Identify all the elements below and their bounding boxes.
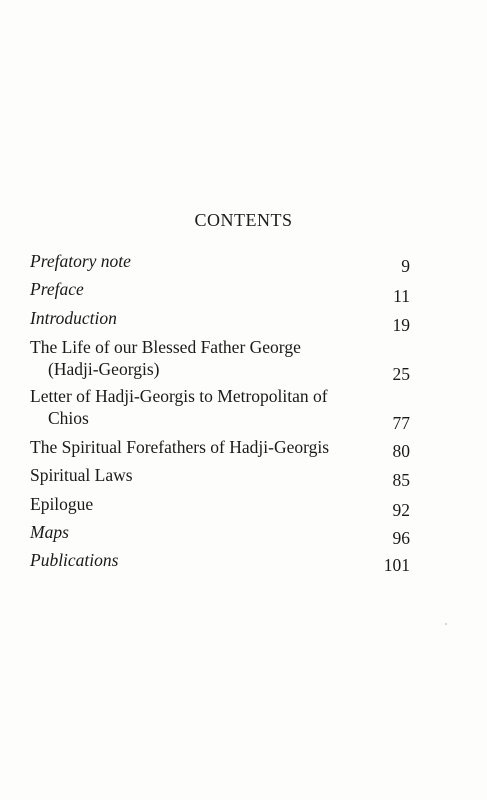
toc-entry-page: 77	[392, 413, 410, 433]
paper-speck	[445, 623, 447, 625]
toc-entry-title: Preface	[30, 279, 84, 299]
contents-heading: CONTENTS	[194, 210, 293, 230]
toc-entry-title: The Spiritual Forefathers of Hadji-Georgis	[30, 437, 330, 457]
toc-entry-page: 9	[401, 256, 410, 276]
toc-entry-page: 80	[392, 441, 410, 461]
toc-entry-title: Epilogue	[30, 494, 94, 514]
toc-entry-title: Spiritual Laws	[30, 465, 133, 485]
toc-entry-title: Prefatory note	[30, 251, 131, 271]
toc-entry-title: Publications	[30, 550, 119, 570]
toc-entry-title-line: The Life of our Blessed Father George	[30, 337, 301, 357]
table-of-contents	[30, 0, 410, 800]
toc-entry-title: Maps	[30, 522, 69, 542]
toc-entry-page: 101	[383, 555, 410, 575]
toc-entry-title	[30, 385, 370, 429]
toc-entry-page: 11	[393, 286, 410, 306]
toc-entry-title: Introduction	[30, 308, 117, 328]
toc-entry-page: 25	[392, 364, 410, 384]
toc-entry-title-line: (Hadji-Georgis)	[48, 359, 160, 379]
toc-entry-title-line: Letter of Hadji-Georgis to Metropolitan of	[30, 386, 328, 406]
toc-entry-title	[30, 336, 370, 380]
toc-entry-title-line: Chios	[48, 408, 89, 428]
toc-entry-page: 92	[392, 500, 410, 520]
toc-entry-page: 19	[392, 315, 410, 335]
toc-entry-page: 96	[392, 528, 410, 548]
toc-entry-page: 85	[392, 470, 410, 490]
